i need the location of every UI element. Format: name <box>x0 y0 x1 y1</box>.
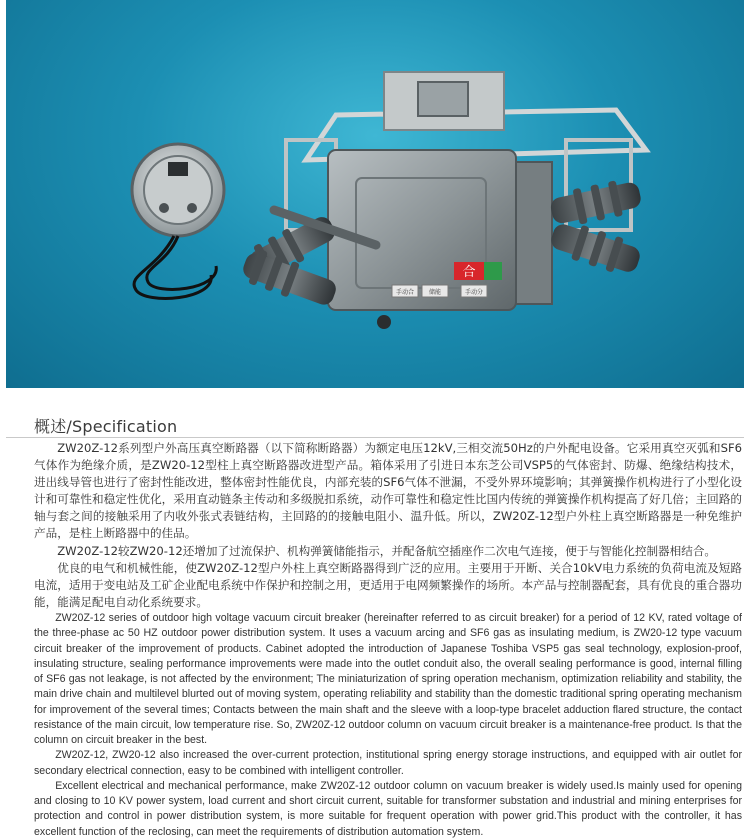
en-paragraph: ZW20Z-12 series of outdoor high voltage vacuum circuit breaker (hereinafter referred to as circuit breaker) for a period of 12 KV, rated voltage of the three-phase ac 50 HZ outdoor power distribution system. It uses a vacuum arcing and SF6 gas as insulating medium, is ZW20-12 type vacuum circuit breaker of the improvement of products. Cabinet adopted the introduction of Japanese Toshiba VSP5 gas seal technology, explosion-proof, insulating structure, sealing performance improvements were made into the outlet conduit also, the overall sealing performance is good, internal filling of SF6 gas not leakage, is not affected by the environment; The miniaturization of spring operation mechanism, optimization reliability and stability, the main drive chain and multilevel blurted out of moving system, operating reliability and stability than the domestic traditional spring operating mechanism for improvement of the several times; Contacts between the main shaft and the sleeve with a loop-type bracelet adduction flared structure, the contact resistance of the main circuit, low temperature rise. So, ZW20Z-12 outdoor column on vacuum circuit breaker is a maintenance-free product. Is that the column on circuit breaker in the best. <box>34 612 742 746</box>
heading-divider <box>6 437 744 438</box>
chinese-description <box>34 440 742 611</box>
en-paragraph: ZW20Z-12, ZW20-12 also increased the over-current protection, institutional spring energy storage instructions, and equipped with air outlet for secondary electrical connection, easy to be combined with intelligent controller. <box>34 749 742 777</box>
circuit-breaker-illustration <box>6 0 744 388</box>
cn-paragraph: 优良的电气和机械性能，使ZW20Z-12型户外柱上真空断路器得到广泛的应用。主要用于开断、关合10kV电力系统的负荷电流及短路电流，适用于变电站及工矿企业配电系统中作保护和控制之用，更适用于电网频繁操作的场所。本产品与控制器配套，具有优良的重合器功能，能满足配电自动化系统要求。 <box>34 560 742 609</box>
section-heading: 概述/Specification <box>34 417 178 436</box>
cn-paragraph: ZW20Z-12较ZW20-12还增加了过流保护、机构弹簧储能指示，并配备航空插座作二次电气连接，便于与智能化控制器相结合。 <box>57 543 717 558</box>
en-paragraph: Excellent electrical and mechanical performance, make ZW20Z-12 outdoor column on vacuum breaker is widely used.Is mainly used for opening and closing to 10 KV power system, load current and short circuit current, suitable for transformer substation and industrial and mining enterprises for protection and control in power distribution system, is more suitable for frequent operation with power grid.This product with the controller, it has excellent function of the reclosing, can meet the requirements of distribution automation system. <box>34 779 742 838</box>
manual-open-label: 手动分 <box>464 289 484 296</box>
storage-label: 储能 <box>428 289 442 296</box>
product-photo <box>6 0 744 388</box>
closed-label: 合 <box>462 265 476 280</box>
manual-close-label: 手动合 <box>395 289 415 296</box>
english-description <box>34 611 742 840</box>
controller-unit <box>132 144 224 298</box>
cn-paragraph: ZW20Z-12系列型户外高压真空断路器（以下简称断路器）为额定电压12kV,三相交流50Hz的户外配电设备。它采用真空灭弧和SF6气体作为绝缘介质，是ZW20-12型柱上真空断路器改进型产品。箱体采用了引进日本东芝公司VSP5的气体密封、防爆、绝缘结构技术，进出线导管也进行了密封性能改进，整体密封性能优良，内部充装的SF6气体不泄漏，不受外界环境影响；其弹簧操作机构进行了小型化设计和可靠性和稳定性优化，采用直动链条主传动和多级脱扣系统，动作可靠性和稳定性比国内传统的弹簧操作机构提高了好几倍；主回路的轴与套之间的接触采用了内收外张式表链结构，主回路的的接触电阻小、温升低。所以，ZW20Z-12型户外柱上真空断路器是一种免维护产品，是柱上断路器中的佳品。 <box>34 441 742 541</box>
